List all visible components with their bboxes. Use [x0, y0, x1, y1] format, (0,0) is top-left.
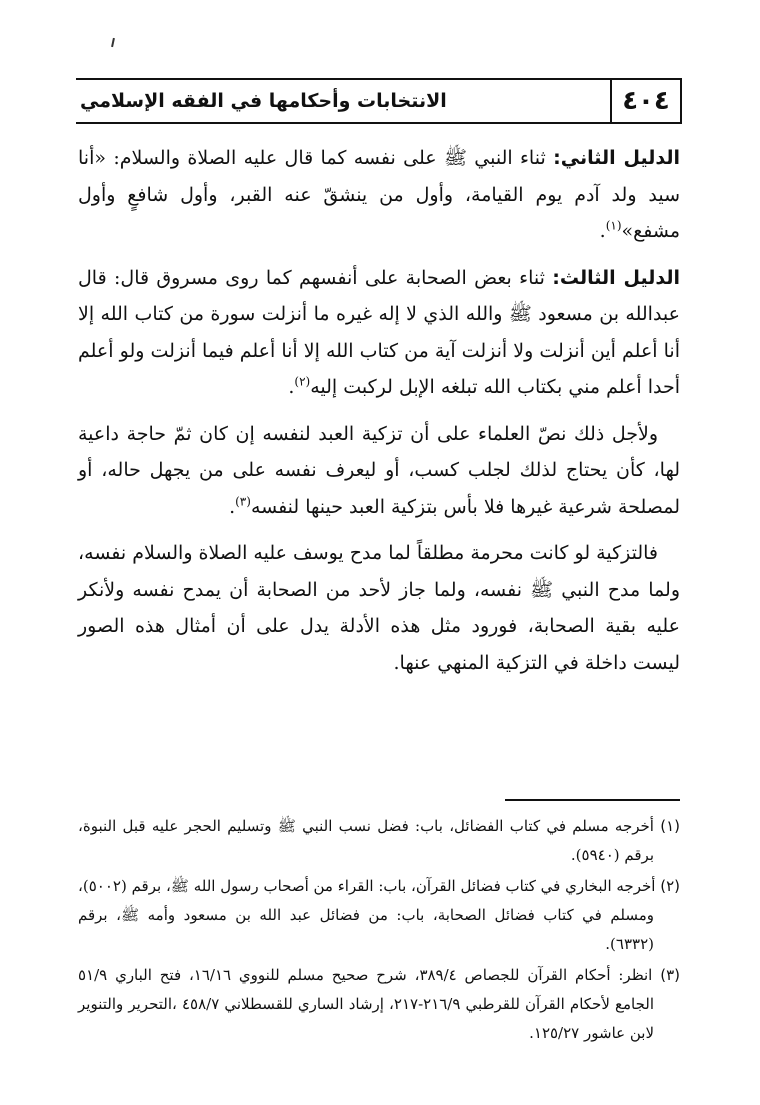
paragraph-text: ثناء بعض الصحابة على أنفسهم كما روى مسروق قال: قال عبدالله بن مسعود ﷺ والله الذي لا إله غيره ما أنزلت سورة من كتاب الله إلا أنا أعلم أين أنزلت ولا أنزلت آية من كتاب الله إلا أنا أعلم فيما أنزلت ولو أعلم أحدا أعلم مني بكتاب الله تبلغه الإبل لركبت إليه: [78, 266, 680, 398]
footnote-text: أخرجه مسلم في كتاب الفضائل، باب: فضل نسب النبي ﷺ وتسليم الحجر عليه قبل النبوة، برقم (٥٩٤٠).: [78, 817, 654, 864]
paragraph-text: ولأجل ذلك نصّ العلماء على أن تزكية العبد لنفسه إن كان ثمّ حاجة داعية لها، كأن يحتاج لذلك لجلب كسب، أو ليعرف نفسه على من يجهل حاله، أو لمصلحة شرعية غيرها فلا بأس بتزكية العبد حينها لنفسه: [78, 422, 680, 518]
running-title: الانتخابات وأحكامها في الفقه الإسلامي: [80, 90, 447, 112]
sentence-end: .: [288, 376, 295, 398]
paragraph-text: فالتزكية لو كانت محرمة مطلقاً لما مدح يوسف عليه الصلاة والسلام نفسه، ولما مدح النبي ﷺ نفسه، ولما جاز لأحد من الصحابة أن يمدح نفسه ولأنكر عليه بقية الصحابة، فورود مثل هذه الأدلة يدل على أن أمثال هذه الصور ليست داخلة في التزكية المنهي عنها.: [78, 542, 680, 674]
paragraph-text: ثناء النبي ﷺ على نفسه كما قال عليه الصلاة والسلام:: [113, 147, 546, 169]
footnote-number: (٢): [660, 877, 680, 895]
page-number: ٤٠٤: [622, 86, 670, 116]
sentence-end: .: [229, 495, 236, 518]
main-text: [78, 140, 680, 691]
footnote-2: [78, 872, 680, 959]
paragraph-lead: الدليل الثاني:: [553, 147, 681, 169]
footnote-text: أخرجه البخاري في كتاب فضائل القرآن، باب: القراء من أصحاب رسول الله ﷺ، برقم (٥٠٠٢)، ومسلم في كتاب فضائل الصحابة، باب: من فضائل عبد الله بن مسعود وأمه ﷺ، برقم (٦٣٣٢).: [78, 877, 656, 953]
quoted-hadith: «أنا سيد ولد آدم يوم القيامة، وأول من ينشقّ عنه القبر، وأول شافعٍ وأول مشفع»: [78, 147, 680, 242]
sentence-end: .: [599, 220, 606, 242]
paragraph-conclusion: [78, 535, 680, 681]
stray-ink-mark: [111, 38, 115, 47]
footnote-ref-2: (٢): [294, 374, 311, 389]
page-header: [76, 78, 682, 124]
footnote-3: [78, 961, 680, 1048]
footnote-number: (١): [660, 817, 680, 835]
footnote-ref-1: (١): [605, 218, 622, 233]
footnote-number: (٣): [660, 966, 680, 984]
footnote-ref-3: (٣): [235, 494, 251, 509]
paragraph-scholars: [78, 416, 680, 526]
paragraph-evidence-two: [78, 140, 680, 250]
footnote-separator: [505, 799, 680, 801]
footnote-text: انظر: أحكام القرآن للجصاص ٣٨٩/٤، شرح صحيح مسلم للنووي ١٦/١٦، فتح الباري ٥١/٩ الجامع لأحكام القرآن للقرطبي ٢١٦/٩-٢١٧، إرشاد الساري للقسطلاني ٤٥٨/٧ ،التحرير والتنوير لابن عاشور ١٢٥/٢٧.: [78, 966, 654, 1042]
paragraph-evidence-three: [78, 260, 680, 406]
paragraph-lead: الدليل الثالث:: [552, 266, 680, 289]
footnote-1: [78, 812, 680, 870]
footnotes: [78, 812, 680, 1050]
